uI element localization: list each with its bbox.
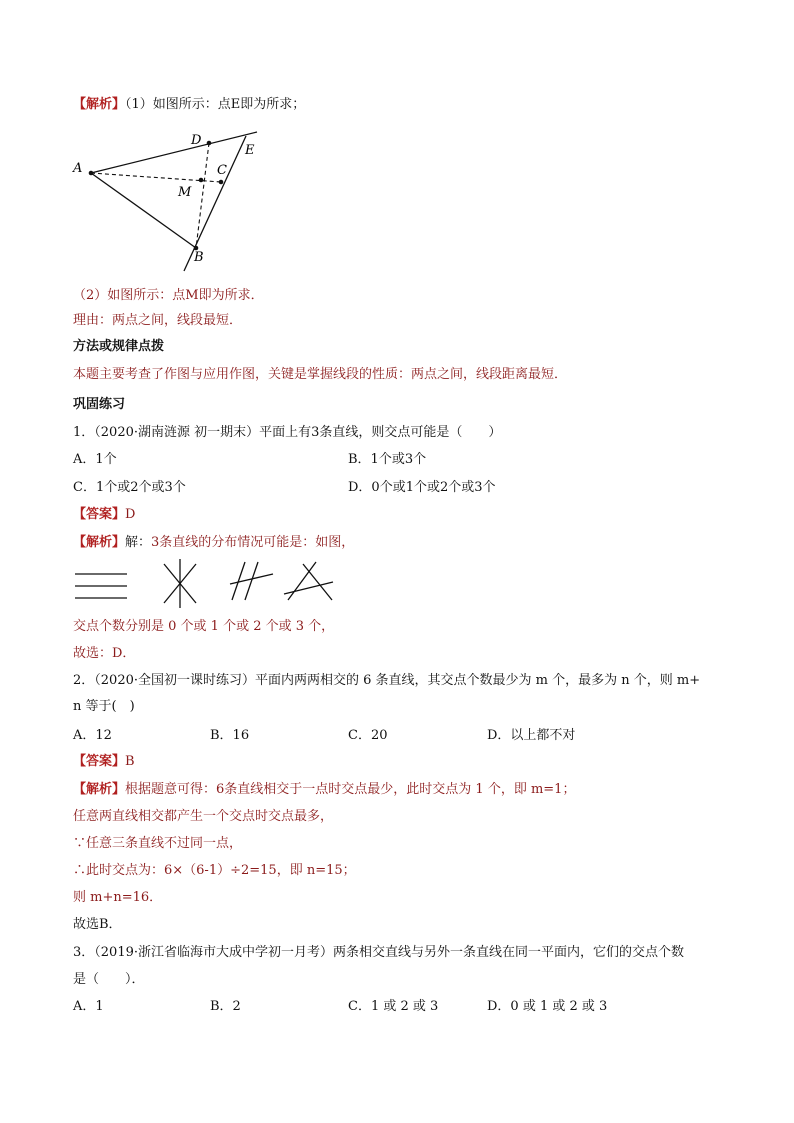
q3-option-a: A．1 (73, 999, 104, 1014)
point-e-label: E (245, 143, 255, 158)
q2-answer-line (73, 753, 135, 771)
q3-option-c: C．1 或 2 或 3 (348, 999, 439, 1014)
point-a-label: A (73, 161, 83, 176)
q1-option-a: A．1个 (73, 452, 117, 467)
q3-option-b: B．2 (210, 999, 241, 1014)
point-a-dot (89, 171, 94, 176)
q3-option-d: D．0 或 1 或 2 或 3 (487, 999, 608, 1014)
q2-analysis-line (73, 781, 575, 799)
q1-option-d: D．0个或1个或2个或3个 (348, 480, 496, 495)
intro-line (73, 96, 305, 114)
q1-stem: 1．（2020·湖南涟源 初一期末）平面上有3条直线，则交点可能是（ ） (73, 425, 502, 440)
q2-option-b: B．16 (210, 728, 250, 743)
config-two-parallel-one-transversal (230, 562, 273, 600)
practice-heading: 巩固练习 (73, 397, 126, 412)
q2-option-c: C．20 (348, 728, 388, 743)
config-parallel-lines (75, 574, 127, 598)
answer-label: 【答案】 (73, 507, 126, 522)
q1-answer-line (73, 506, 135, 524)
point-d-dot (207, 141, 212, 146)
point-b-label: B (194, 250, 204, 265)
q2-answer: B (125, 754, 135, 769)
q2-analysis-line5: 则 m+n=16． (73, 890, 163, 905)
q1-analysis-prefix: 解： (125, 535, 152, 550)
q2-option-d: D．以上都不对 (487, 728, 576, 743)
q2-stem-line1: 2．（2020·全国初一课时练习）平面内两两相交的 6 条直线，其交点个数最少为 m 个，最多为 n 个，则 m+ (73, 673, 701, 688)
q2-analysis-text: 根据题意可得：6条直线相交于一点时交点最少，此时交点为 1 个，即 m=1； (125, 782, 576, 797)
q1-counts: 交点个数分别是 0 个或 1 个或 2 个或 3 个， (73, 619, 335, 634)
q1-option-b: B．1个或3个 (348, 452, 427, 467)
point-m-label: M (178, 185, 192, 200)
analysis-label: 【解析】 (73, 97, 126, 112)
part2-reason: 理由：两点之间，线段最短． (73, 313, 243, 328)
point-d-label: D (191, 133, 202, 148)
config-triangle-lines (284, 562, 333, 600)
q3-stem-line2: 是（ ）． (73, 972, 145, 987)
figure-line-configurations (70, 556, 340, 612)
q1-option-c: C．1个或2个或3个 (73, 480, 186, 495)
part2-text: （2）如图所示：点M即为所求． (73, 288, 264, 303)
q2-option-a: A．12 (73, 728, 112, 743)
analysis-label: 【解析】 (73, 782, 126, 797)
method-text: 本题主要考查了作图与应用作图，关键是掌握线段的性质：两点之间，线段距离最短． (73, 367, 568, 382)
intro-text: （1）如图所示：点E即为所求； (125, 97, 306, 112)
q3-stem-line1: 3．（2019·浙江省临海市大成中学初一月考）两条相交直线与另外一条直线在同一平面内，它们的交点个数 (73, 945, 684, 960)
figure-triangle-construction (66, 124, 266, 274)
config-concurrent-lines (164, 559, 196, 608)
point-m-dot (199, 178, 204, 183)
analysis-label: 【解析】 (73, 535, 126, 550)
method-heading: 方法或规律点拨 (73, 339, 165, 354)
q2-analysis-line2: 任意两直线相交都产生一个交点时交点最多， (73, 809, 334, 824)
q1-analysis-line (73, 534, 354, 552)
q1-choice: 故选：D． (73, 646, 136, 661)
q2-analysis-line3: ∵任意三条直线不过同一点， (73, 836, 243, 851)
q1-analysis-text: 3条直线的分布情况可能是：如图， (151, 535, 355, 550)
q2-analysis-line4: ∴此时交点为：6×（6-1）÷2=15，即 n=15； (73, 863, 356, 878)
point-c-label: C (217, 163, 227, 178)
q1-answer: D (125, 507, 136, 522)
q2-stem-line2: n 等于( ) (73, 699, 135, 714)
q2-choice: 故选B． (73, 917, 122, 932)
answer-label: 【答案】 (73, 754, 126, 769)
point-c-dot (219, 180, 224, 185)
